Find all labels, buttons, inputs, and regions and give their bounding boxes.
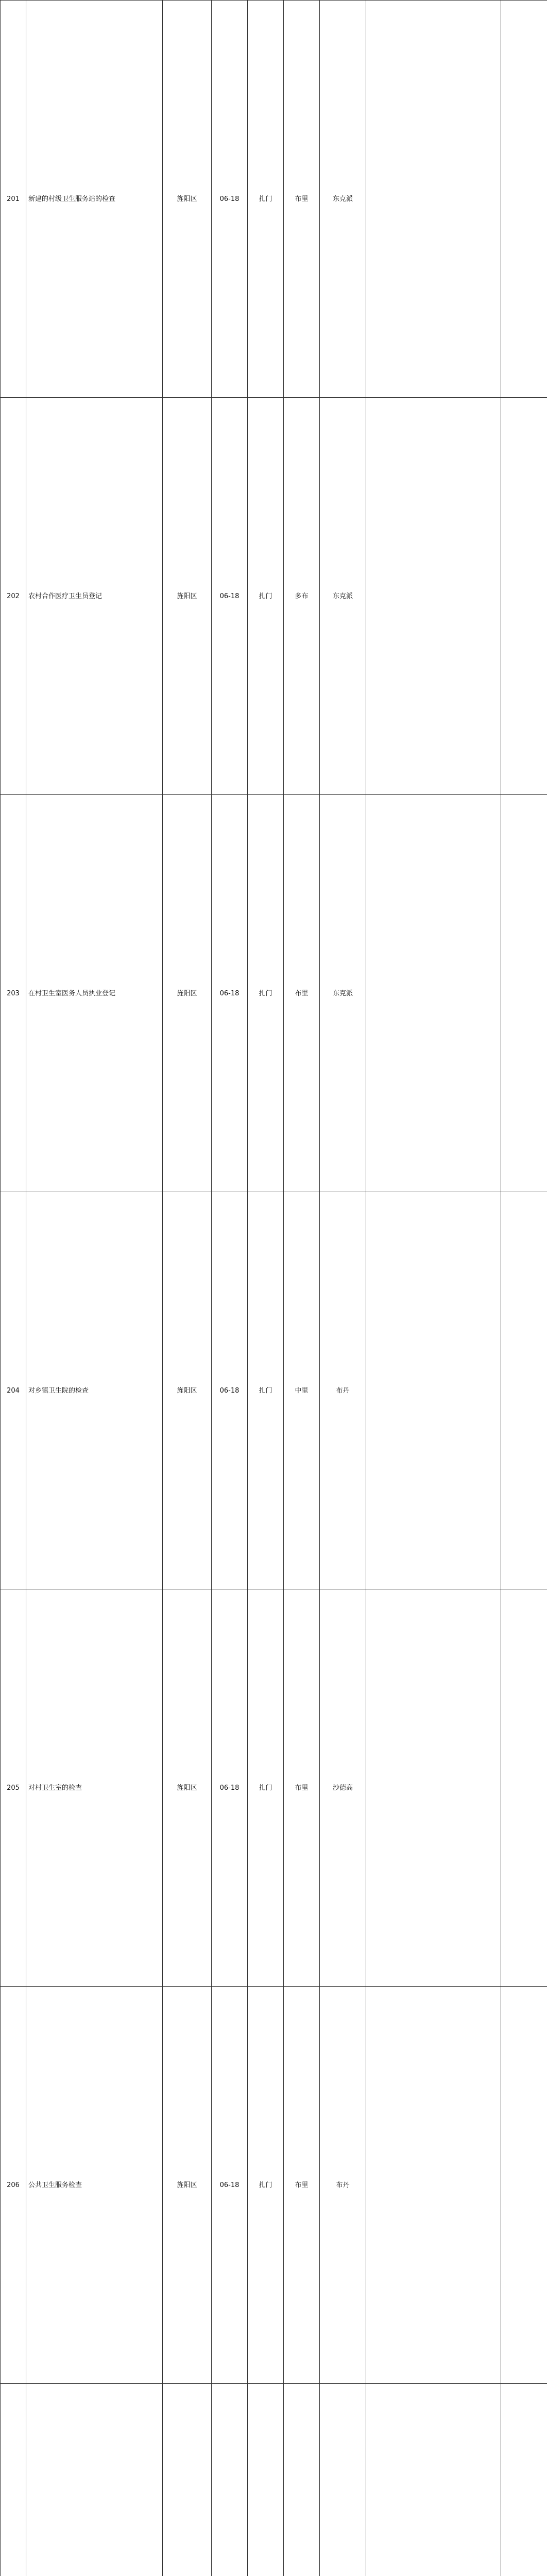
person-cell: 东克派 [320,795,366,1192]
town-cell: 扎门 [248,1192,284,1589]
note-cell [501,1589,547,1987]
matter-cell [26,2384,163,2576]
table-row [1,795,547,1192]
unit-cell: 旌阳区 [163,398,212,795]
unit-cell [163,2384,212,2576]
person-cell: 东克派 [320,398,366,795]
town-cell: 扎门 [248,1589,284,1987]
matter-cell: 对乡镇卫生院的检查 [26,1192,163,1589]
unit-cell: 旌阳区 [163,1,212,398]
result-cell [366,1589,501,1987]
row-number: 202 [1,398,26,795]
note-cell [501,2384,547,2576]
note-cell [501,1,547,398]
note-cell [501,795,547,1192]
row-number: 205 [1,1589,26,1987]
matter-cell: 新建的村级卫生服务站的检查 [26,1,163,398]
result-cell [366,398,501,795]
result-cell [366,1,501,398]
unit-cell: 旌阳区 [163,1589,212,1987]
person-cell: 东克派 [320,1,366,398]
row-number [1,2384,26,2576]
matter-cell: 公共卫生服务检查 [26,1987,163,2384]
matter-cell: 在村卫生室医务人员执业登记 [26,795,163,1192]
unit-cell: 旌阳区 [163,1192,212,1589]
period-cell: 06-18 [212,398,248,795]
village-cell: 布里 [284,795,320,1192]
table-row [1,398,547,795]
village-cell [284,2384,320,2576]
table-body [1,1,547,2576]
village-cell: 中里 [284,1192,320,1589]
period-cell: 06-18 [212,1,248,398]
row-number: 201 [1,1,26,398]
row-number: 204 [1,1192,26,1589]
result-cell [366,795,501,1192]
period-cell: 06-18 [212,1987,248,2384]
table-row [1,1589,547,1987]
town-cell: 扎门 [248,398,284,795]
town-cell [248,2384,284,2576]
village-cell: 布里 [284,1987,320,2384]
town-cell: 扎门 [248,1987,284,2384]
period-cell: 06-18 [212,795,248,1192]
village-cell: 布里 [284,1589,320,1987]
matter-cell: 对村卫生室的检查 [26,1589,163,1987]
row-number: 206 [1,1987,26,2384]
table-row [1,1192,547,1589]
table-row [1,2384,547,2576]
town-cell: 扎门 [248,795,284,1192]
period-cell: 06-18 [212,1192,248,1589]
row-number: 203 [1,795,26,1192]
person-cell: 布丹 [320,1987,366,2384]
village-cell: 多布 [284,398,320,795]
person-cell: 布丹 [320,1192,366,1589]
period-cell [212,2384,248,2576]
town-cell: 扎门 [248,1,284,398]
period-cell: 06-18 [212,1589,248,1987]
matter-cell: 农村合作医疗卫生员登记 [26,398,163,795]
table-row [1,1987,547,2384]
table-row [1,1,547,398]
note-cell [501,398,547,795]
result-cell [366,2384,501,2576]
result-cell [366,1987,501,2384]
person-cell [320,2384,366,2576]
unit-cell: 旌阳区 [163,795,212,1192]
village-cell: 布里 [284,1,320,398]
person-cell: 沙德高 [320,1589,366,1987]
result-cell [366,1192,501,1589]
note-cell [501,1192,547,1589]
note-cell [501,1987,547,2384]
unit-cell: 旌阳区 [163,1987,212,2384]
